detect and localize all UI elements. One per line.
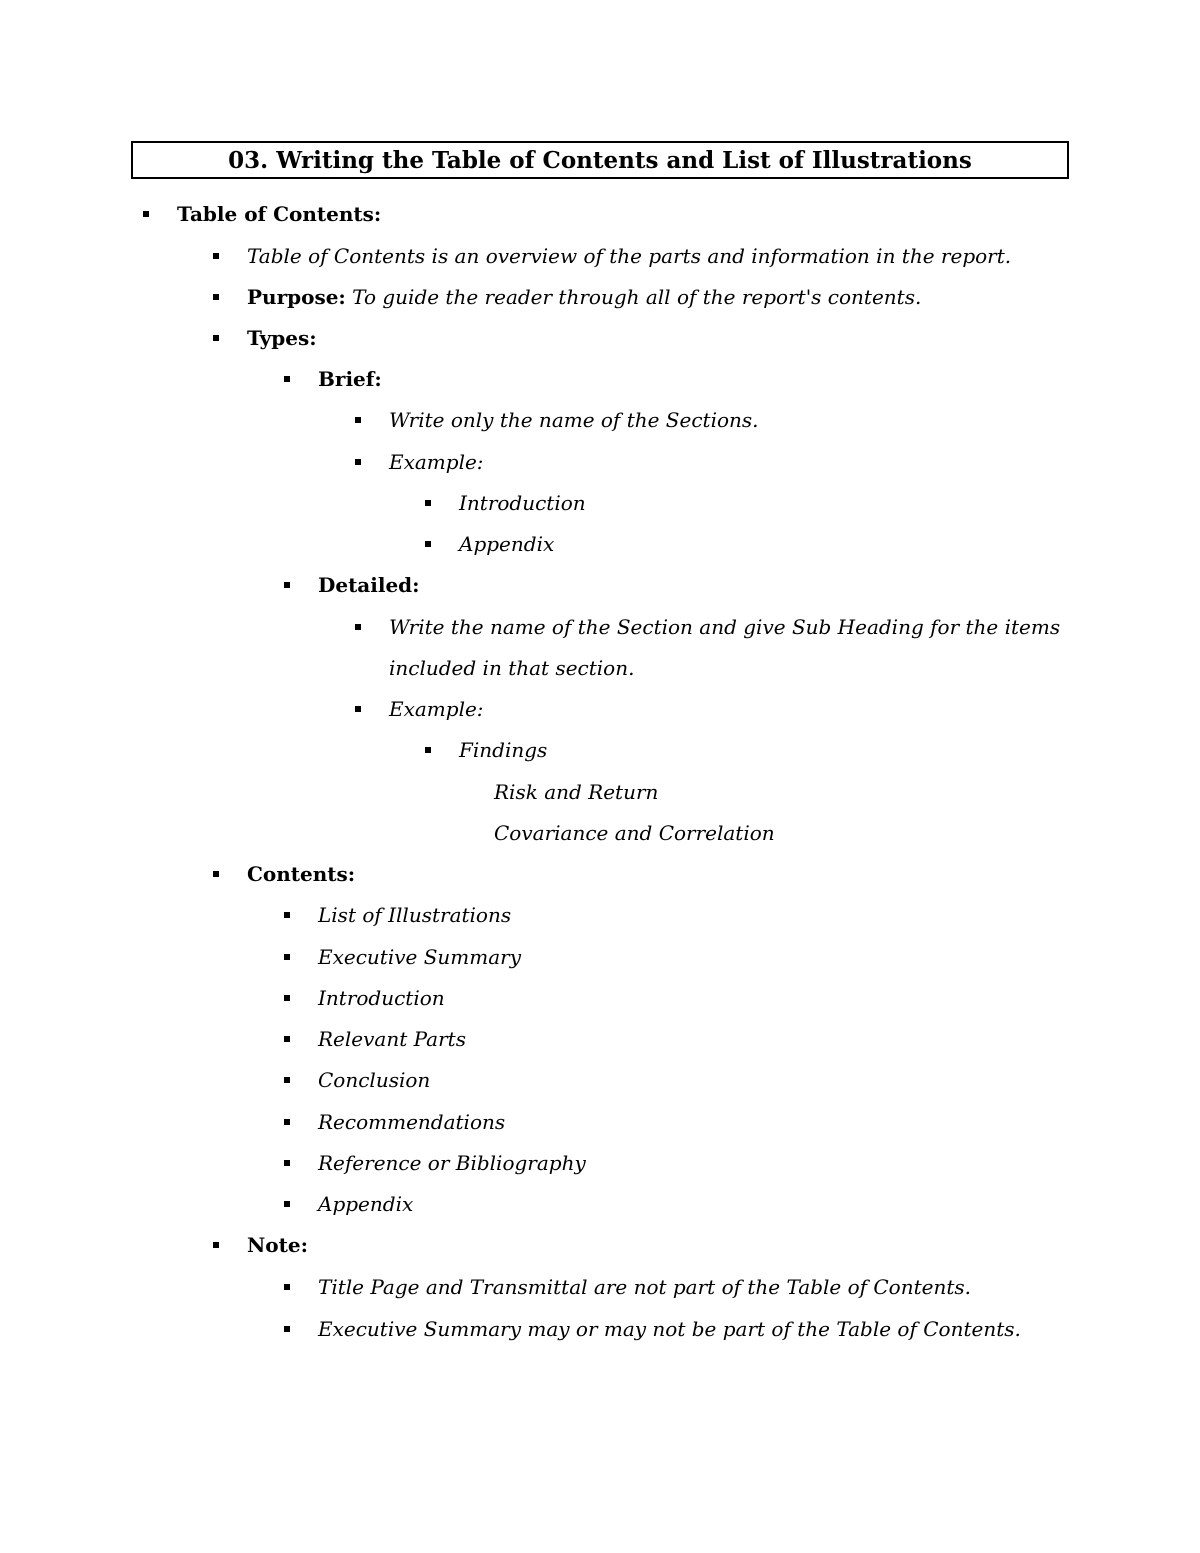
bullet-icon [425,500,431,506]
bullet-icon [425,747,431,753]
bullet-icon [284,1326,290,1332]
bullet-icon [284,1160,290,1166]
contents-item: List of Illustrations [318,903,512,927]
bullet-icon [284,1284,290,1290]
detailed-sub-item: Risk and Return [494,780,659,804]
bullet-icon [143,211,149,217]
toc-heading: Table of Contents: [177,202,382,226]
contents-label: Contents: [247,862,356,886]
bullet-icon [284,1077,290,1083]
bullet-icon [355,459,361,465]
bullet-icon [284,1036,290,1042]
bullet-icon [213,871,219,877]
detailed-label: Detailed: [318,573,420,597]
brief-example-item: Appendix [459,532,555,556]
contents-item: Relevant Parts [318,1027,466,1051]
brief-example-item: Introduction [459,491,586,515]
purpose-text: To guide the reader through all of the report's contents. [352,285,922,309]
note-label: Note: [247,1233,308,1257]
bullet-icon [213,294,219,300]
bullet-icon [355,417,361,423]
contents-item: Recommendations [318,1110,506,1134]
bullet-icon [213,335,219,341]
detailed-example-label: Example: [389,697,484,721]
contents-item: Conclusion [318,1068,431,1092]
overview-text: Table of Contents is an overview of the parts and information in the report. [247,244,1012,268]
purpose-label: Purpose: [247,285,346,309]
note-item: Executive Summary may or may not be part of the Table of Contents. [318,1317,1021,1341]
contents-item: Reference or Bibliography [318,1151,586,1175]
bullet-icon [355,706,361,712]
bullet-icon [284,1119,290,1125]
bullet-icon [284,912,290,918]
brief-description: Write only the name of the Sections. [389,408,759,432]
detailed-sub-item: Covariance and Correlation [494,821,775,845]
purpose-line [247,282,921,312]
page-title [131,141,1069,179]
bullet-icon [355,624,361,630]
contents-item: Appendix [318,1192,414,1216]
bullet-icon [284,954,290,960]
note-item: Title Page and Transmittal are not part of the Table of Contents. [318,1275,972,1299]
page-title-text: 03. Writing the Table of Contents and List of Illustrations [228,146,972,174]
bullet-icon [213,1242,219,1248]
detailed-description-line2: included in that section. [389,656,635,680]
contents-item: Executive Summary [318,945,522,969]
bullet-icon [284,582,290,588]
bullet-icon [213,253,219,259]
contents-item: Introduction [318,986,445,1010]
bullet-icon [284,995,290,1001]
brief-example-label: Example: [389,450,484,474]
detailed-description-line1: Write the name of the Section and give Sub Heading for the items [389,615,1061,639]
bullet-icon [284,1201,290,1207]
bullet-icon [425,541,431,547]
brief-label: Brief: [318,367,382,391]
types-label: Types: [247,326,317,350]
bullet-icon [284,376,290,382]
detailed-example-item: Findings [459,738,548,762]
